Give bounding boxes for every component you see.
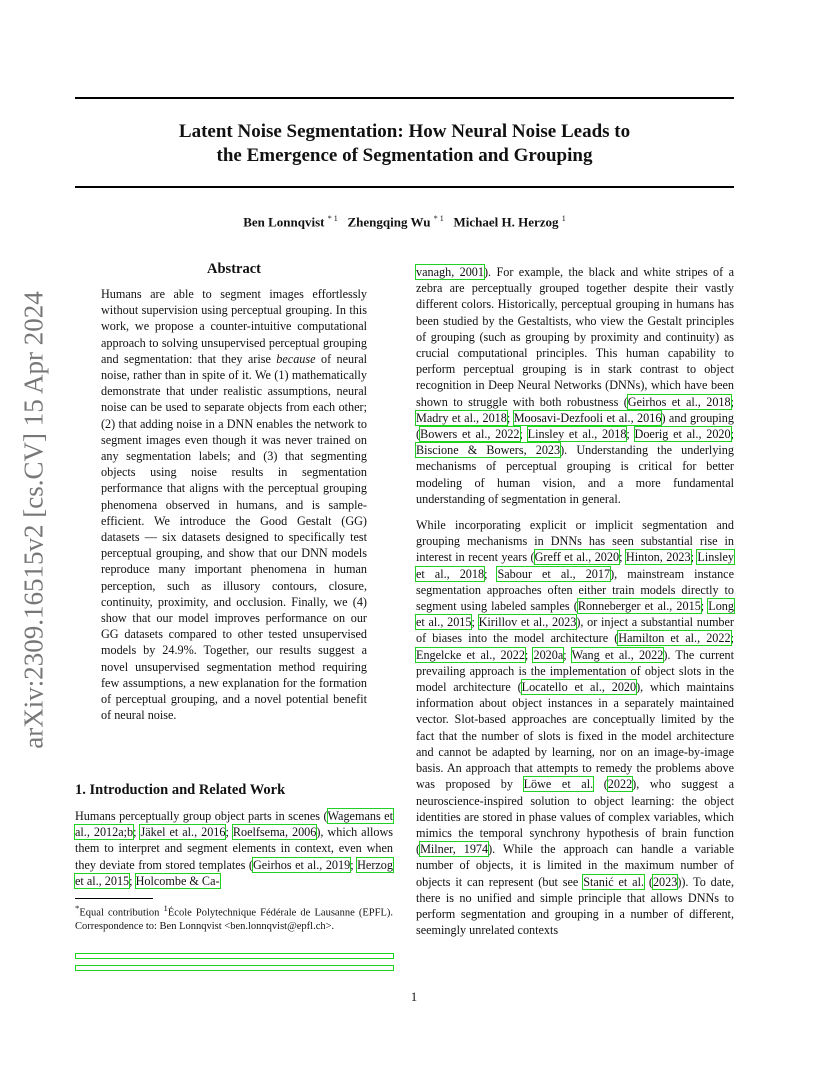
- citation-link[interactable]: Madry et al., 2018: [416, 410, 507, 425]
- citation-link[interactable]: Biscione & Bowers, 2023: [416, 443, 561, 458]
- citation-link[interactable]: Doerig et al., 2020: [634, 427, 731, 442]
- citation-link[interactable]: Kirillov et al., 2023: [478, 615, 577, 630]
- footnote-link-box[interactable]: [75, 965, 394, 971]
- author-name: Zhengqing Wu: [347, 214, 431, 230]
- footnote: *Equal contribution $^1$École Polytechnique Fédérale de Lausanne (EPFL). Correspondence to: Ben Lonnqvist <ben.lonnqvist@epfl.ch>.: [75, 903, 393, 932]
- author-affiliation-mark: * 1: [327, 214, 338, 223]
- citation-link[interactable]: Hinton, 2023: [625, 550, 691, 565]
- citation-link[interactable]: Jäkel et al., 2016: [140, 825, 226, 840]
- citation-link[interactable]: Roelfsema, 2006: [232, 825, 317, 840]
- citation-link[interactable]: 2023: [652, 874, 678, 889]
- right-paragraph-1: vanagh, 2001). For example, the black and white stripes of a zebra are perceptually grouped together despite their vastly different colors. Historically, perceptual grouping in humans has been studied by the Gestaltists, who view the Gestalt principles of grouping (such as grouping by proximity and continuity) as crucial computational principles. This human capability to perform perceptual grouping is in stark contrast to object recognition in Deep Neural Networks (DNNs), which have been shown to struggle with both robustness (Geirhos et al., 2018; Madry et al., 2018; Moosavi-Dezfooli et al., 2016) and grouping (Bowers et al., 2022; Linsley et al., 2018; Doerig et al., 2020; Biscione & Bowers, 2023). Understanding the underlying mechanisms of perceptual grouping is critical for better modeling of human vision, and a more fundamental understanding of segmentation in general.: [416, 265, 734, 506]
- citation-link[interactable]: Wang et al., 2022: [571, 647, 664, 662]
- page-number: 1: [410, 990, 418, 1004]
- title-line-1: Latent Noise Segmentation: How Neural Noise Leads to: [178, 121, 631, 142]
- citation-link[interactable]: vanagh, 2001: [416, 265, 484, 279]
- author-affiliation-mark: * 1: [433, 214, 444, 223]
- right-column: [416, 264, 734, 938]
- author-name: Ben Lonnqvist: [243, 214, 325, 230]
- title-rule-top: [75, 97, 734, 99]
- abstract-heading: Abstract: [207, 261, 261, 277]
- citation-link[interactable]: 2022: [607, 777, 633, 792]
- citation-link[interactable]: Milner, 1974: [420, 842, 489, 857]
- section-heading-introduction: 1. Introduction and Related Work: [75, 782, 286, 798]
- citation-link[interactable]: Greff et al., 2020: [534, 550, 620, 565]
- citation-link[interactable]: Geirhos et al., 2019: [253, 857, 351, 872]
- title-line-2: the Emergence of Segmentation and Grouping: [216, 145, 593, 166]
- citation-link[interactable]: Holcombe & Ca-: [135, 873, 220, 888]
- citation-link[interactable]: 2020a: [533, 647, 564, 662]
- right-paragraph-2: While incorporating explicit or implicit segmentation and grouping mechanisms in DNNs has seen substantial rise in interest in recent years (Greff et al., 2020; Hinton, 2023; Linsley et al., 2018; Sabour et al., 2017), mainstream instance segmentation approaches often either train models directly to segment using labeled samples (Ronneberger et al., 2015; Long et al., 2015; Kirillov et al., 2023), or inject a substantial number of biases into the model architecture (Hamilton et al., 2022; Engelcke et al., 2022; 2020a; Wang et al., 2022). The current prevailing approach is the implementation of object slots in the model architecture (Locatello et al., 2020), which maintains information about object instances in a separately maintained vector. Slot-based approaches are conceptually limited by the fact that the number of slots is fixed in the model architecture and cannot be adapted by learning, nor on an image-by-image basis. An approach that attempts to remedy the problems above was proposed by Löwe et al. (2022), who suggest a neuroscience-inspired solution to object learning: the object identities are stored in phase values of complex variables, which mimics the temporal synchrony hypothesis of brain function (Milner, 1974). While the approach can handle a variable number of objects, it is limited in the maximum number of objects it can represent (but see Stanić et al. (2023)). To date, there is no unified and simple principle that allows DNNs to perform segmentation and grouping in a number of different, seemingly unrelated contexts: [416, 518, 735, 938]
- citation-link[interactable]: Moosavi-Dezfooli et al., 2016: [513, 410, 662, 425]
- footnote-rule: [75, 898, 153, 899]
- citation-link[interactable]: Hamilton et al., 2022: [618, 631, 731, 646]
- citation-link[interactable]: Herzog et al., 2015: [75, 857, 393, 888]
- citation-link[interactable]: Sabour et al., 2017: [497, 566, 611, 581]
- title-rule-bottom: [75, 186, 734, 188]
- citation-link[interactable]: Linsley et al., 2018: [527, 427, 627, 442]
- author-list: [75, 214, 734, 230]
- arxiv-side-stamp: arXiv:2309.16515v2 [cs.CV] 15 Apr 2024: [18, 291, 49, 749]
- author-affiliation-mark: 1: [561, 214, 566, 223]
- citation-link[interactable]: Geirhos et al., 2018: [627, 394, 731, 409]
- footnote-link-box[interactable]: [75, 953, 394, 959]
- intro-paragraph: Humans perceptually group object parts in scenes (Wagemans et al., 2012a;b; Jäkel et al., 2016; Roelfsema, 2006), which allows them to interpret and segment elements in context, even when they deviate from stored templates (Geirhos et al., 2019; Herzog et al., 2015; Holcombe & Ca-: [75, 809, 393, 888]
- citation-link[interactable]: Ronneberger et al., 2015: [577, 599, 701, 614]
- paper-title: [75, 120, 734, 168]
- citation-link[interactable]: Stanić et al.: [583, 874, 645, 889]
- citation-link[interactable]: Long et al., 2015: [416, 599, 734, 630]
- citation-link[interactable]: Locatello et al., 2020: [521, 680, 637, 695]
- author-name: Michael H. Herzog: [453, 214, 559, 230]
- citation-link[interactable]: Engelcke et al., 2022: [416, 647, 525, 662]
- citation-link[interactable]: Wagemans et al., 2012a;b: [75, 809, 393, 840]
- citation-link[interactable]: Bowers et al., 2022: [420, 427, 520, 442]
- abstract-body: Humans are able to segment images effortlessly without supervision using perceptual grouping. In this work, we propose a counter-intuitive computational approach to solving unsupervised perceptual grouping and segmentation: that they arise because of neural noise, rather than in spite of it. We (1) mathematically demonstrate that under realistic assumptions, neural noise can be used to separate objects from each other; (2) that adding noise in a DNN enables the network to segment images even though it was never trained on any segmentation labels; and (3) that segmenting objects using noise results in segmentation performance that aligns with the perceptual grouping phenomena observed in humans, and is sample-efficient. We introduce the Good Gestalt (GG) datasets — six datasets designed to specifically test perceptual grouping, and show that our DNN models reproduce many important phenomena in human perception, such as illusory contours, closure, continuity, proximity, and occlusion. Finally, we (4) show that our model improves performance on our GG datasets compared to other tested unsupervised models by 24.9%. Together, our results suggest a novel unsupervised segmentation method requiring few assumptions, a new explanation for the formation of perceptual grouping, and a novel potential benefit of neural noise.: [101, 287, 367, 723]
- citation-link[interactable]: Linsley et al., 2018: [416, 550, 734, 581]
- citation-link[interactable]: Löwe et al.: [523, 777, 594, 792]
